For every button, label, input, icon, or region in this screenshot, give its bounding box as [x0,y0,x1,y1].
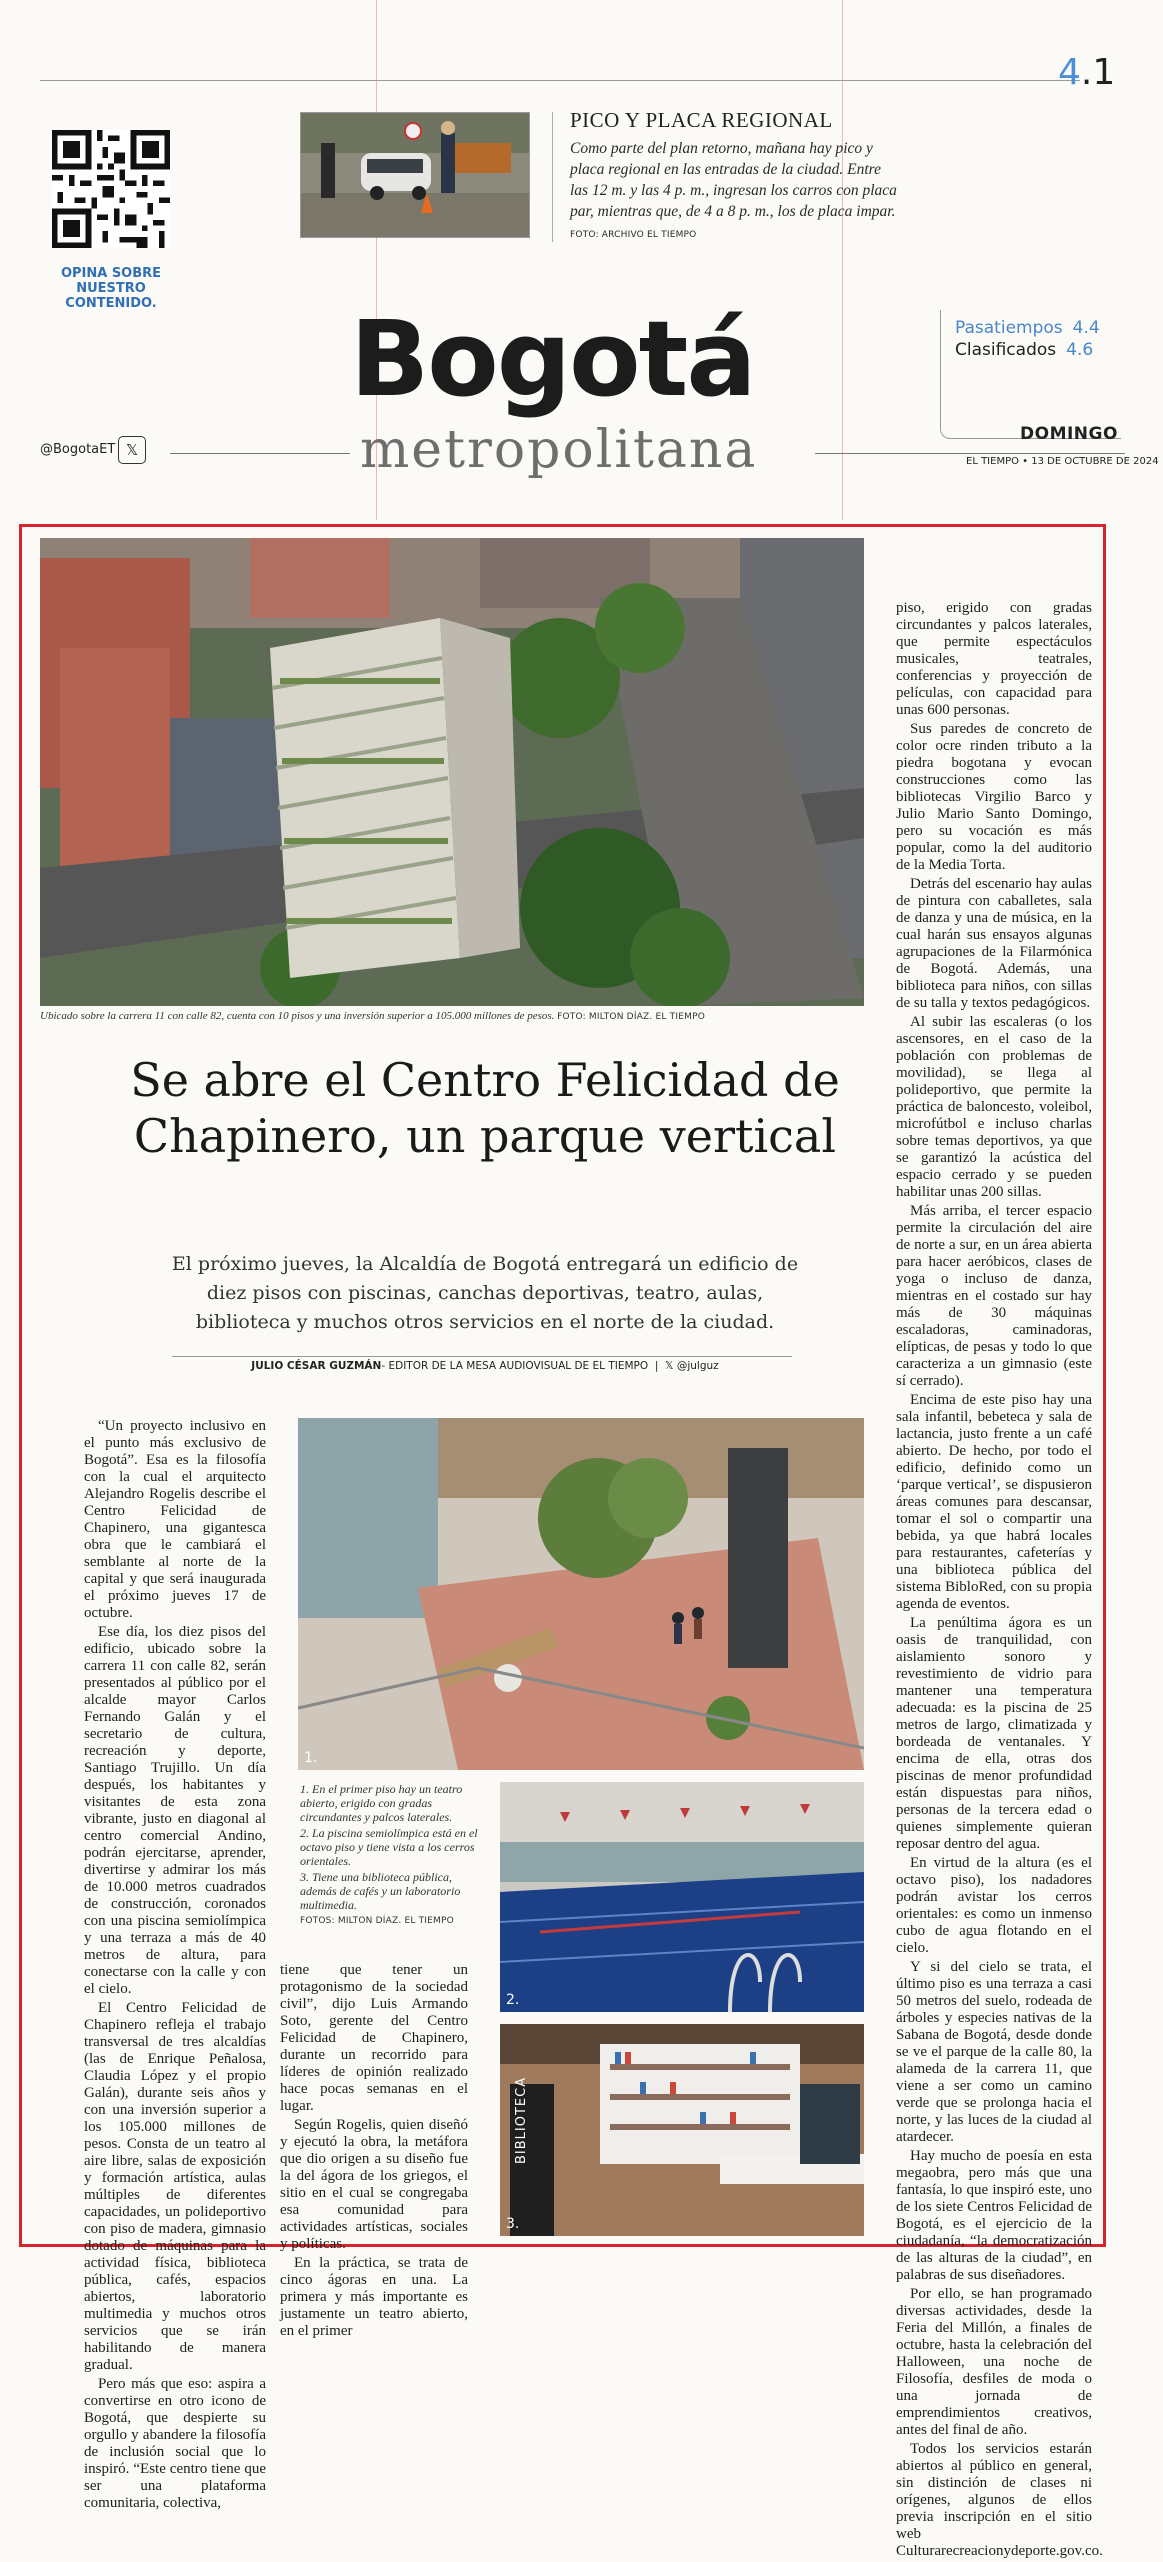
day-label: DOMINGO [1020,424,1118,444]
article-column-right [896,600,1103,2562]
masthead-title: Bogotá [350,298,755,420]
social-handle[interactable]: @BogotaET [40,442,116,457]
photo-pool [500,1782,864,2012]
caption: 2. La piscina semiolímpica está en el octavo piso y tiene vista a los cerros orientales. [300,1826,478,1868]
photo-captions [300,1782,488,1930]
qr-code-icon[interactable] [52,130,170,248]
caption: 3. Tiene una biblioteca pública, además de cafés y un laboratorio multimedia. [300,1870,461,1912]
article-headline: Se abre el Centro Felicidad de Chapinero, un parque vertical [130,1053,840,1163]
paragraph: Y si del cielo se trata, el último piso es una terraza a casi 50 metros del suelo, rodeada de árboles y especies nativas de la Sabana de Bogotá, desde donde se ve el parque de la calle 80, la alameda de la carrera 11, que viene a ser como un camino verde que se prolonga hacia el norte, y las luces de la ciudad al atardecer. [896,1959,1092,2145]
paragraph: “Un proyecto inclusivo en el punto más exclusivo de Bogotá”. Esa es la filosofía con la cual el arquitecto Alejandro Rogelis describe el Centro Felicidad de Chapinero, una gigantesca obra que le cambiará el semblante al norte de la capital y que será inaugurada el próximo jueves 17 de octubre. [84,1418,266,1621]
author-handle[interactable]: @julguz [676,1360,719,1372]
section-index [940,310,1121,439]
photo-atrium [298,1418,864,1770]
paragraph: Hay mucho de poesía en esta megaobra, pero más que una fantasía, lo que inspiró este, uno de los siete Centros Felicidad de Bogotá, es el ejercicio de la ciudadanía, “la democratización de las alturas de la ciudad”, en palabras de sus diseñadores. [896,2148,1092,2283]
article-deck: El próximo jueves, la Alcaldía de Bogotá entregará un edificio de diez pisos con piscinas, canchas deportivas, teatro, aulas, biblioteca y muchos otros servicios en el norte de la ciudad. [171,1253,799,1333]
index-item-pasatiempos[interactable]: Pasatiempos 4.4 [955,318,1100,338]
photo-number: 1. [304,1750,318,1766]
author-role: - EDITOR DE LA MESA AUDIOVISUAL DE EL TIEMPO [381,1360,649,1372]
photo-number: 3. [506,2216,520,2232]
index-item-clasificados[interactable]: Clasificados 4.6 [955,340,1094,360]
masthead-subtitle: metropolitana [360,420,758,480]
teaser-title: PICO Y PLACA REGIONAL [570,108,833,132]
paragraph: Más arriba, el tercer espacio permite la circulación del aire de norte a sur, en un área abierta para hacer aeróbicos, clases de yoga o incluso de danza, mientras en el costado sur hay más de 30 máquinas escaladoras, caminadoras, elípticas, de pesas y todo lo que caracteriza a un gimnasio (este sí cerrado). [896,1203,1092,1389]
article-column-middle [280,1962,468,2342]
paragraph: La penúltima ágora es un oasis de tranquilidad, con aislamiento sonoro y revestimiento de vidrio para mantener una temperatura adecuada: es la piscina de 25 metros de largo, climatizada y bordeada de ventanales. Y encima de ella, otras dos piscinas de menor profundidad están dispuestas para niños, personas de la tercera edad o quienes simplemente quieran reposar dentro del agua. [896,1615,1092,1852]
paragraph: Al subir las escaleras (o los ascensores, en el caso de la población con problemas de movilidad), se llega al polideportivo, que permite la práctica de baloncesto, voleibol, microfútbol e incluso charlas sobre temas deportivos, ya que se garantizó la acústica del espacio cerrado y se pueden habilitar unas 200 sillas. [896,1014,1092,1200]
byline: JULIO CÉSAR GUZMÁN- EDITOR DE LA MESA AUDIOVISUAL DE EL TIEMPO | 𝕏 @julguz [251,1360,719,1372]
paragraph: tiene que tener un protagonismo de la sociedad civil”, dijo Luis Armando Soto, gerente del Centro Felicidad de Chapinero, durante un recorrido para líderes de opinión realizado hace pocas semanas en el lugar. [280,1962,468,2114]
paragraph: En la práctica, se trata de cinco ágoras en una. La primera y más importante es justamente un teatro abierto, en el primer [280,2255,468,2339]
qr-caption: OPINA SOBRE NUESTRO CONTENIDO. [60,266,162,311]
top-rule [40,80,1080,81]
paragraph: Encima de este piso hay una sala infantil, bebeteca y sala de lactancia, justo frente a un café abierto. De hecho, por todo el edificio, definido como un ‘parque vertical’, se dispusieron áreas comunes para descansar, tomar el sol o compartir una bebida, ya que habrá locales para restaurantes, cafeterías y una biblioteca pública del sistema BibloRed, con su propia agenda de eventos. [896,1392,1092,1612]
paragraph: El Centro Felicidad de Chapinero refleja el trabajo transversal de tres alcaldías (las de Enrique Peñalosa, Claudia López y el propio Galán), durante seis años y con una inversión superior a los 105.000 millones de pesos. Consta de un teatro al aire libre, salas de exposición y formación artística, aulas múltiples de diferentes capacidades, un polideportivo con piso de madera, gimnasio dotado de máquinas para la actividad física, biblioteca pública, cafés, espacios abiertos, laboratorio multimedia y muchos otros servicios que se irán habilitando de manera gradual. [84,2000,266,2373]
page-number: 4.1 [1058,52,1116,93]
photo-credit: FOTOS: MILTON DÍAZ. EL TIEMPO [300,1916,454,1926]
hero-photo [40,538,864,1006]
layout-guide [842,0,843,520]
divider [815,453,1125,454]
x-icon[interactable]: 𝕏 [118,436,146,464]
teaser-text: Como parte del plan retorno, mañana hay pico y placa regional en las entradas de la ciudad. Entre las 12 m. y las 4 p. m., ingresan los carros con placa par, mientras que, de 4 a 8 p. m., los de placa impar. FOTO: ARCHIVO EL TIEMPO [570,140,897,240]
paragraph: Sus paredes de concreto de color ocre rinden tributo a la piedra bogotana y evocan construcciones como las bibliotecas Virgilio Barco y Julio Mario Santo Domingo, pero su vocación es más popular, como la del auditorio de la Media Torta. [896,721,1092,873]
divider [172,1356,792,1357]
photo-number: 2. [506,1992,520,2008]
paragraph: Ese día, los diez pisos del edificio, ubicado sobre la carrera 11 con calle 82, serán presentados al público por el alcalde mayor Carlos Fernando Galán y el secretario de cultura, recreación y deporte, Santiago Trujillo. Un día después, los habitantes y visitantes de esta zona vibrante, justo en diagonal al centro comercial Andino, podrán ejercitarse, aprender, divertirse y admirar los más de 10.000 metros cuadrados de construcción, coronados con una piscina semiolímpica y una terraza a más de 40 metros de altura, para conectarse con la calle y con el cielo. [84,1624,266,1997]
caption: 1. En el primer piso hay un teatro abierto, erigido con gradas circundantes y palcos laterales. [300,1782,463,1824]
paragraph: Todos los servicios estarán abiertos al público en general, sin distinción de clases ni orígenes, algunos de ellos previa inscripción en el sitio web Culturarecreacionydeporte.gov.co. [896,2441,1103,2559]
dateline: EL TIEMPO • 13 DE OCTUBRE DE 2024 [966,456,1159,467]
article-column-left [84,1418,266,2514]
paragraph: Detrás del escenario hay aulas de pintura con caballetes, sala de danza y una de música, en la cual harán sus ensayos algunas agrupaciones de la Filarmónica de Bogotá. Además, una biblioteca para niños, con sillas de su talla y textos pedagógicos. [896,876,1092,1011]
library-sign: BIBLIOTECA [514,2076,529,2164]
paragraph: piso, erigido con gradas circundantes y palcos laterales, que permite espectáculos musicales, teatrales, conferencias y proyección de películas, con capacidad para unas 600 personas. [896,600,1092,718]
teaser-photo [300,112,530,238]
paragraph: Pero más que eso: aspira a convertirse en otro icono de Bogotá, que despierte su orgullo y abandere la filosofía de inclusión social que lo inspiró. “Este centro tiene que ser una plataforma comunitaria, colectiva, [84,2376,266,2511]
photo-library [500,2024,864,2236]
teaser-divider [552,112,553,242]
x-icon: 𝕏 [665,1360,674,1372]
paragraph: Por ello, se han programado diversas actividades, desde la Feria del Millón, a finales de octubre, hasta la celebración del Halloween, una noche de Filosofía, desfiles de moda o una jornada de emprendimientos creativos, antes del final de año. [896,2286,1092,2438]
author-name: JULIO CÉSAR GUZMÁN [251,1360,382,1372]
hero-caption: Ubicado sobre la carrera 11 con calle 82, cuenta con 10 pisos y una inversión superior a 105.000 millones de pesos. FOTO: MILTON DÍAZ. EL TIEMPO [40,1010,705,1022]
divider [170,453,350,454]
paragraph: En virtud de la altura (es el octavo piso), los nadadores podrán avistar los cerros orientales: es como un inmenso cubo de agua flotando en el cielo. [896,1855,1092,1956]
paragraph: Según Rogelis, quien diseñó y ejecutó la obra, la metáfora que dio origen a su diseño fue la del ágora de los griegos, el sitio en el cual se congregaba esa comunidad para actividades artísticas, sociales y políticas. [280,2117,468,2252]
